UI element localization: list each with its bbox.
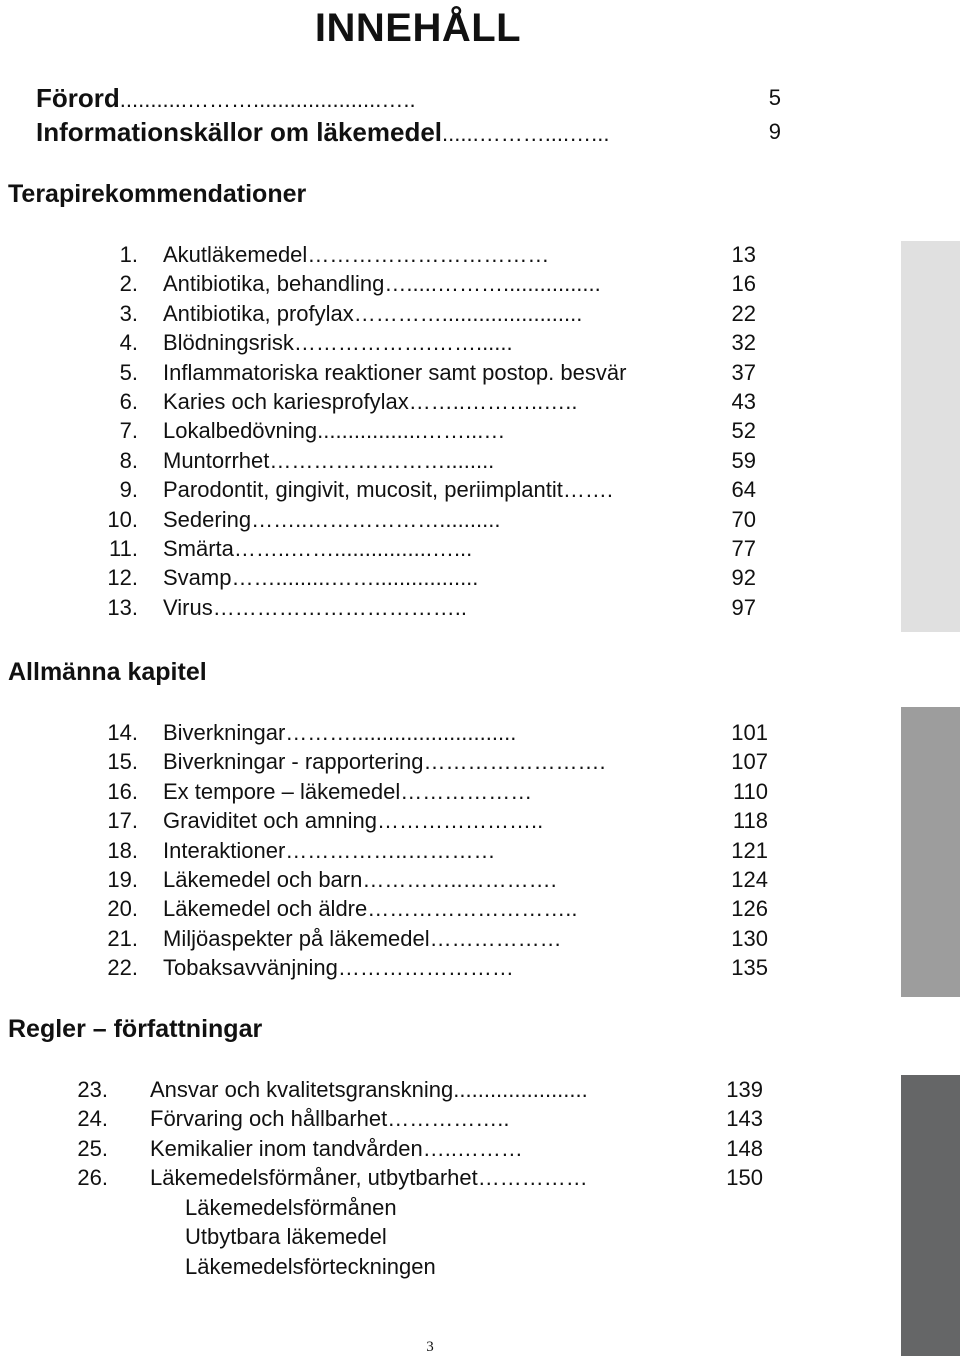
toc-entry-number: 15. [107, 749, 138, 775]
toc-entry[interactable] [0, 836, 780, 865]
toc-entry-number: 18. [107, 837, 138, 863]
toc-subentry[interactable]: Utbytbara läkemedel [185, 1224, 387, 1250]
toc-entry-label: Sedering……..……………….......... [163, 506, 501, 532]
toc-entry-number: 26. [77, 1165, 108, 1191]
toc-entry-leader: …………………………… [307, 242, 550, 267]
toc-entry-label: Lokalbedövning.................……...… [163, 418, 506, 444]
toc-entry-leader: ….....………................ [384, 271, 601, 297]
toc-entry-number: 22. [107, 955, 138, 981]
toc-entry-leader: ……………… [429, 925, 562, 951]
toc-entry-page: 37 [731, 359, 756, 385]
toc-entry-page: 22 [731, 300, 756, 326]
toc-entry-leader: ……..……................…... [233, 536, 473, 561]
toc-entry-number: 4. [119, 330, 138, 356]
toc-entry-leader: ……. [562, 477, 613, 503]
section-heading: Allmänna kapitel [8, 658, 207, 686]
toc-entry-label: Kemikalier inom tandvården…..……… [150, 1135, 523, 1161]
toc-entry[interactable] [0, 865, 780, 894]
section-tab-allmanna[interactable] [901, 707, 960, 997]
page-title: INNEHÅLL [314, 6, 522, 50]
toc-entry-label: Parodontit, gingivit, mucosit, periimplantit……. [163, 477, 613, 503]
toc-entry-number: 14. [107, 720, 138, 745]
toc-entry-number: 8. [119, 447, 138, 473]
toc-entry[interactable] [0, 953, 780, 982]
toc-entry[interactable] [0, 299, 780, 328]
toc-entry-page: 77 [731, 536, 756, 561]
toc-entry[interactable] [0, 747, 780, 776]
toc-entry[interactable] [0, 718, 780, 747]
toc-entry[interactable] [0, 505, 780, 534]
toc-entry-leader: ...................... [453, 1077, 588, 1102]
toc-entry[interactable] [0, 269, 780, 298]
toc-entry[interactable] [0, 806, 780, 835]
toc-entry[interactable] [0, 1104, 780, 1133]
toc-entry-number: 5. [119, 359, 138, 385]
toc-entry[interactable] [0, 475, 780, 504]
toc-entry-page: 148 [726, 1135, 763, 1161]
toc-entry-label: Ex tempore – läkemedel……………… [163, 778, 533, 804]
toc-entry-number: 13. [107, 594, 138, 620]
toc-entry-page: 59 [731, 447, 756, 473]
toc-subentry[interactable]: Läkemedelsförteckningen [185, 1253, 436, 1279]
toc-entry-page: 92 [731, 565, 756, 591]
toc-entry-page: 101 [731, 720, 768, 745]
toc-entry[interactable] [0, 446, 780, 475]
toc-entry-page: 107 [731, 749, 768, 775]
toc-entry-label: Läkemedel och barn…………..…………. [163, 867, 557, 892]
toc-entry-page: 126 [731, 896, 768, 922]
toc-entry-page: 121 [731, 837, 768, 863]
toc-entry-leader: …………....................... [353, 300, 583, 326]
toc-entry-number: 6. [119, 389, 138, 414]
toc-entry-label: Tobaksavvänjning…………………… [163, 955, 514, 981]
toc-entry[interactable] [0, 894, 780, 923]
toc-entry-leader: ……………………........ [269, 447, 495, 473]
section-tab-terapi[interactable] [901, 241, 960, 632]
toc-entry-label: Akutläkemedel…………………………… [163, 242, 550, 267]
toc-entry-number: 1. [119, 242, 138, 267]
toc-entry-leader: ………………….. [377, 808, 544, 834]
toc-entry-leader: …………… [477, 1165, 588, 1191]
toc-entry-label: Interaktioner……………..………… [163, 837, 496, 863]
toc-entry-number: 9. [119, 477, 138, 503]
toc-entry[interactable] [0, 358, 780, 387]
toc-entry-page: 118 [732, 808, 768, 834]
toc-entry[interactable] [0, 1134, 780, 1163]
toc-entry-label: Muntorrhet……………………........ [163, 447, 495, 473]
toc-entry-page: 16 [731, 271, 756, 297]
toc-entry-label: Inflammatoriska reaktioner samt postop. besvär [163, 359, 627, 385]
toc-entry-number: 16. [107, 778, 138, 804]
toc-entry[interactable] [0, 416, 780, 445]
toc-entry-label: Förvaring och hållbarhet…………….. [150, 1106, 510, 1132]
toc-entry[interactable] [0, 924, 780, 953]
section-tab-regler[interactable] [901, 1075, 960, 1356]
toc-entry[interactable] [0, 387, 780, 416]
toc-entry-label: Miljöaspekter på läkemedel……………… [163, 925, 562, 951]
toc-entry-number: 24. [77, 1106, 108, 1132]
toc-entry[interactable] [0, 593, 780, 622]
toc-entry-number: 7. [119, 418, 138, 444]
toc-entry-page: 130 [731, 925, 768, 951]
toc-entry-leader: ……………………. [423, 749, 606, 775]
toc-entry-page: 52 [731, 418, 756, 444]
toc-subentry[interactable]: Läkemedelsförmånen [185, 1195, 397, 1220]
toc-entry-page: 143 [726, 1106, 763, 1132]
toc-entry-number: 11. [109, 536, 138, 561]
toc-entry-label: Läkemedelsförmåner, utbytbarhet…………… [150, 1165, 588, 1191]
toc-entry[interactable] [0, 534, 780, 563]
page-number: 3 [426, 1339, 434, 1355]
toc-entry-leader: …..……… [422, 1135, 523, 1161]
toc-entry-number: 10. [107, 506, 138, 532]
toc-entry-number: 25. [77, 1135, 108, 1161]
toc-entry-page: 9 [768, 119, 781, 144]
toc-entry-page: 43 [731, 389, 756, 414]
toc-entry-number: 21. [107, 925, 138, 951]
toc-entry-label: Graviditet och amning………………….. [163, 808, 544, 834]
toc-entry-label: Svamp…….........……................. [163, 565, 479, 591]
toc-entry-leader: ……………..………… [285, 837, 496, 863]
toc-entry-page: 5 [768, 85, 781, 110]
toc-entry-leader: ……………… [400, 778, 533, 804]
toc-entry-leader: ……..………..….. [408, 389, 578, 414]
toc-entry-label: Biverkningar………........................... [163, 720, 517, 745]
toc-entry-page: 135 [731, 955, 768, 981]
toc-entry-page: 124 [731, 867, 768, 892]
toc-entry-page: 64 [731, 477, 756, 503]
toc-entry-page: 110 [732, 778, 768, 804]
toc-entry-label: Läkemedel och äldre……………………….. [163, 896, 578, 922]
toc-entry-page: 97 [731, 594, 756, 620]
toc-entry-label: Antibiotika, behandling….....………................ [163, 271, 601, 297]
toc-entry-label: Ansvar och kvalitetsgranskning...................... [150, 1077, 588, 1102]
toc-entry-leader: ……………….……...... [293, 330, 513, 356]
toc-entry-label: Smärta……..……................…... [163, 536, 473, 561]
toc-entry-leader: …………..…………. [362, 867, 557, 892]
toc-entry-number: 20. [107, 896, 138, 922]
toc-entry[interactable] [0, 777, 780, 806]
toc-entry-page: 13 [731, 242, 756, 267]
toc-entry-leader: …………………… [337, 955, 514, 981]
toc-entry-leader: …………….. [387, 1106, 510, 1132]
toc-entry-label: Blödningsrisk……………….……...... [163, 330, 513, 356]
toc-entry-leader: …………………………….. [212, 594, 467, 620]
toc-entry[interactable] [0, 240, 780, 269]
toc-entry-number: 19. [107, 867, 138, 892]
toc-entry-number: 12. [107, 565, 138, 591]
section-heading: Terapirekommendationer [8, 180, 307, 208]
toc-entry-page: 32 [731, 330, 756, 356]
toc-entry[interactable] [0, 1163, 780, 1192]
toc-entry[interactable] [0, 1075, 780, 1104]
toc-entry-page: 70 [731, 506, 756, 532]
toc-entry-label: Virus…………………………….. [163, 594, 467, 620]
toc-entry-number: 23. [77, 1077, 108, 1102]
toc-entry-number: 17. [107, 808, 138, 834]
toc-entry-label: Förord...........……….....................….. [36, 83, 416, 113]
toc-entry-leader: …….........……................. [231, 565, 479, 591]
toc-entry-label: Antibiotika, profylax…………....................... [163, 300, 583, 326]
toc-entry-leader: ……..……………….......... [251, 506, 501, 532]
toc-entry-number: 2. [119, 271, 138, 297]
toc-entry-label: Biverkningar - rapportering……………………. [163, 749, 606, 775]
toc-entry-label: Karies och kariesprofylax……..………..….. [163, 389, 578, 414]
toc-entry-page: 150 [726, 1165, 763, 1191]
toc-entry-label: Informationskällor om läkemedel......………....…... [36, 117, 610, 147]
toc-entry-leader: ……………………….. [367, 896, 578, 922]
toc-entry-page: 139 [726, 1077, 763, 1102]
toc-entry-leader: .................……...… [317, 418, 506, 444]
toc-entry-number: 3. [119, 300, 138, 326]
toc-entry[interactable] [0, 328, 780, 357]
section-heading: Regler – författningar [8, 1015, 263, 1043]
toc-entry[interactable] [0, 563, 780, 592]
toc-entry-leader: ………........................... [285, 720, 517, 745]
